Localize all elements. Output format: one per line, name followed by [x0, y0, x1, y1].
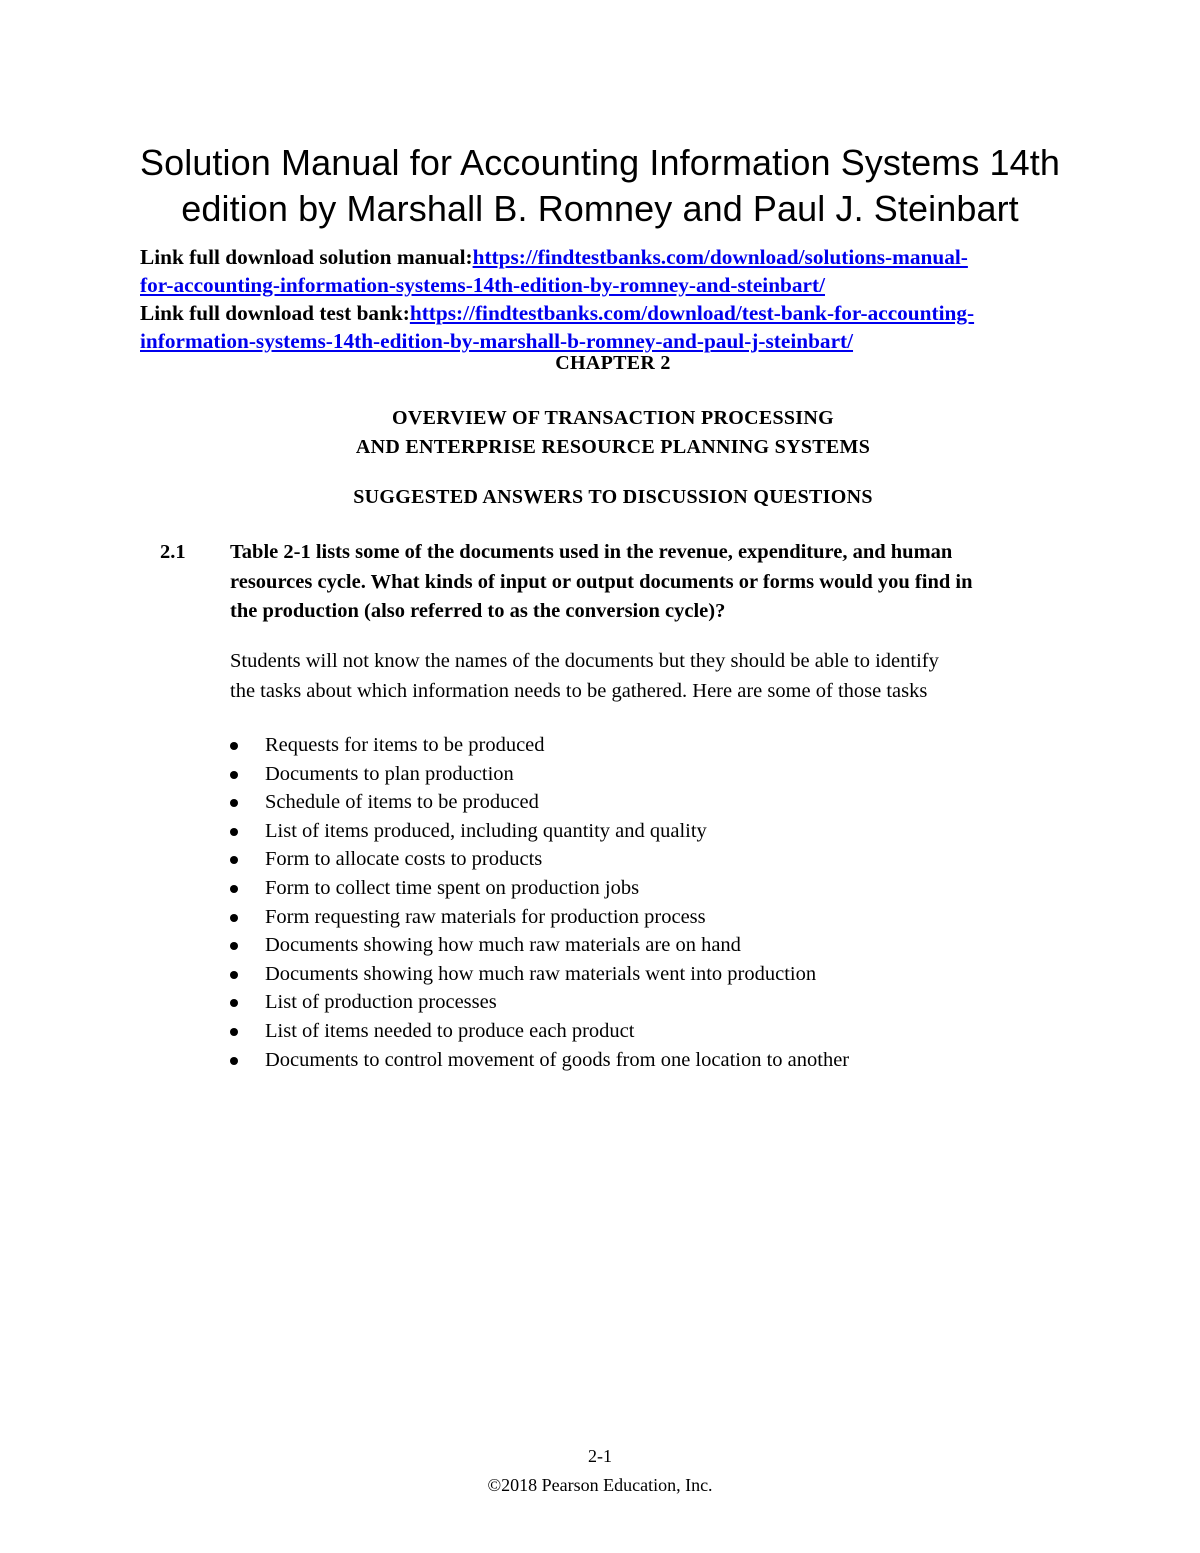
title-line-1: Solution Manual for Accounting Information Systems 14th	[139, 142, 1060, 183]
chapter-title-line-1: OVERVIEW OF TRANSACTION PROCESSING	[392, 407, 834, 429]
bullet-icon	[230, 1028, 238, 1036]
list-item	[230, 903, 1090, 932]
list-item	[230, 874, 1090, 903]
bullet-icon	[230, 914, 238, 922]
list-item-text: Documents showing how much raw materials are on hand	[265, 934, 741, 957]
bullet-icon	[230, 885, 238, 893]
bullet-icon	[230, 771, 238, 779]
answer-line-1: Students will not know the names of the documents but they should be able to identify	[230, 650, 939, 672]
bullet-icon	[230, 1057, 238, 1065]
answer-paragraph	[230, 646, 1080, 706]
document-title	[100, 140, 1100, 232]
list-item	[230, 960, 1090, 989]
test-bank-link-row	[140, 299, 1086, 327]
list-item	[230, 788, 1090, 817]
question-text	[230, 538, 1090, 627]
list-item-text: Form to allocate costs to products	[265, 848, 543, 871]
question-number: 2.1	[160, 541, 186, 563]
list-item-text: List of items produced, including quantity and quality	[265, 819, 707, 842]
question-line-1: Table 2-1 lists some of the documents used in the revenue, expenditure, and human	[230, 541, 953, 563]
list-item	[230, 817, 1090, 846]
bullet-icon	[230, 856, 238, 864]
list-item-text: Form requesting raw materials for production process	[265, 905, 706, 928]
copyright-notice: ©2018 Pearson Education, Inc.	[487, 1475, 713, 1495]
title-line-2: edition by Marshall B. Romney and Paul J. Steinbart	[181, 188, 1019, 229]
chapter-heading: CHAPTER 2	[555, 352, 671, 374]
solution-manual-link-part-1[interactable]: https://findtestbanks.com/download/solutions-manual-	[472, 245, 968, 269]
list-item-text: Documents showing how much raw materials went into production	[265, 962, 817, 985]
bullet-icon	[230, 999, 238, 1007]
list-item-text: Documents to control movement of goods from one location to another	[265, 1048, 850, 1071]
list-item	[230, 931, 1090, 960]
chapter-title	[140, 404, 1086, 462]
list-item	[230, 731, 1090, 760]
test-bank-link-part-1[interactable]: https://findtestbanks.com/download/test-bank-for-accounting-	[409, 301, 975, 325]
list-item	[230, 845, 1090, 874]
solution-manual-link-label: Link full download solution manual:	[140, 245, 473, 269]
test-bank-link-row-2	[140, 327, 1086, 355]
bullet-icon	[230, 828, 238, 836]
list-item	[230, 1046, 1090, 1075]
list-item-text: List of items needed to produce each product	[265, 1019, 635, 1042]
page-number: 2-1	[588, 1446, 612, 1466]
question-line-3: the production (also referred to as the conversion cycle)?	[230, 600, 726, 622]
list-item-text: Schedule of items to be produced	[265, 791, 539, 814]
list-item-text: Form to collect time spent on production jobs	[265, 876, 640, 899]
test-bank-link-part-2[interactable]: information-systems-14th-edition-by-marshall-b-romney-and-paul-j-steinbart/	[140, 329, 854, 353]
section-heading: SUGGESTED ANSWERS TO DISCUSSION QUESTIONS	[353, 486, 873, 508]
bullet-icon	[230, 742, 238, 750]
solution-manual-link-row-2	[140, 271, 1086, 299]
bullet-icon	[230, 971, 238, 979]
list-item-text: Documents to plan production	[265, 762, 514, 785]
list-item	[230, 988, 1090, 1017]
bullet-icon	[230, 799, 238, 807]
list-item-text: Requests for items to be produced	[265, 734, 545, 756]
solution-manual-link-row	[140, 243, 1086, 271]
list-item-text: List of production processes	[265, 991, 497, 1014]
list-item	[230, 1017, 1090, 1046]
list-item	[230, 760, 1090, 789]
download-links	[140, 243, 1086, 355]
question-line-2: resources cycle. What kinds of input or output documents or forms would you find in	[230, 570, 973, 593]
solution-manual-link-part-2[interactable]: for-accounting-information-systems-14th-edition-by-romney-and-steinbart/	[140, 273, 825, 297]
answer-line-2: the tasks about which information needs to be gathered. Here are some of those tasks	[230, 680, 928, 702]
test-bank-link-label: Link full download test bank:	[140, 301, 410, 325]
bullet-icon	[230, 942, 238, 950]
chapter-title-line-2: AND ENTERPRISE RESOURCE PLANNING SYSTEMS	[355, 436, 871, 458]
task-list	[230, 731, 1090, 1074]
